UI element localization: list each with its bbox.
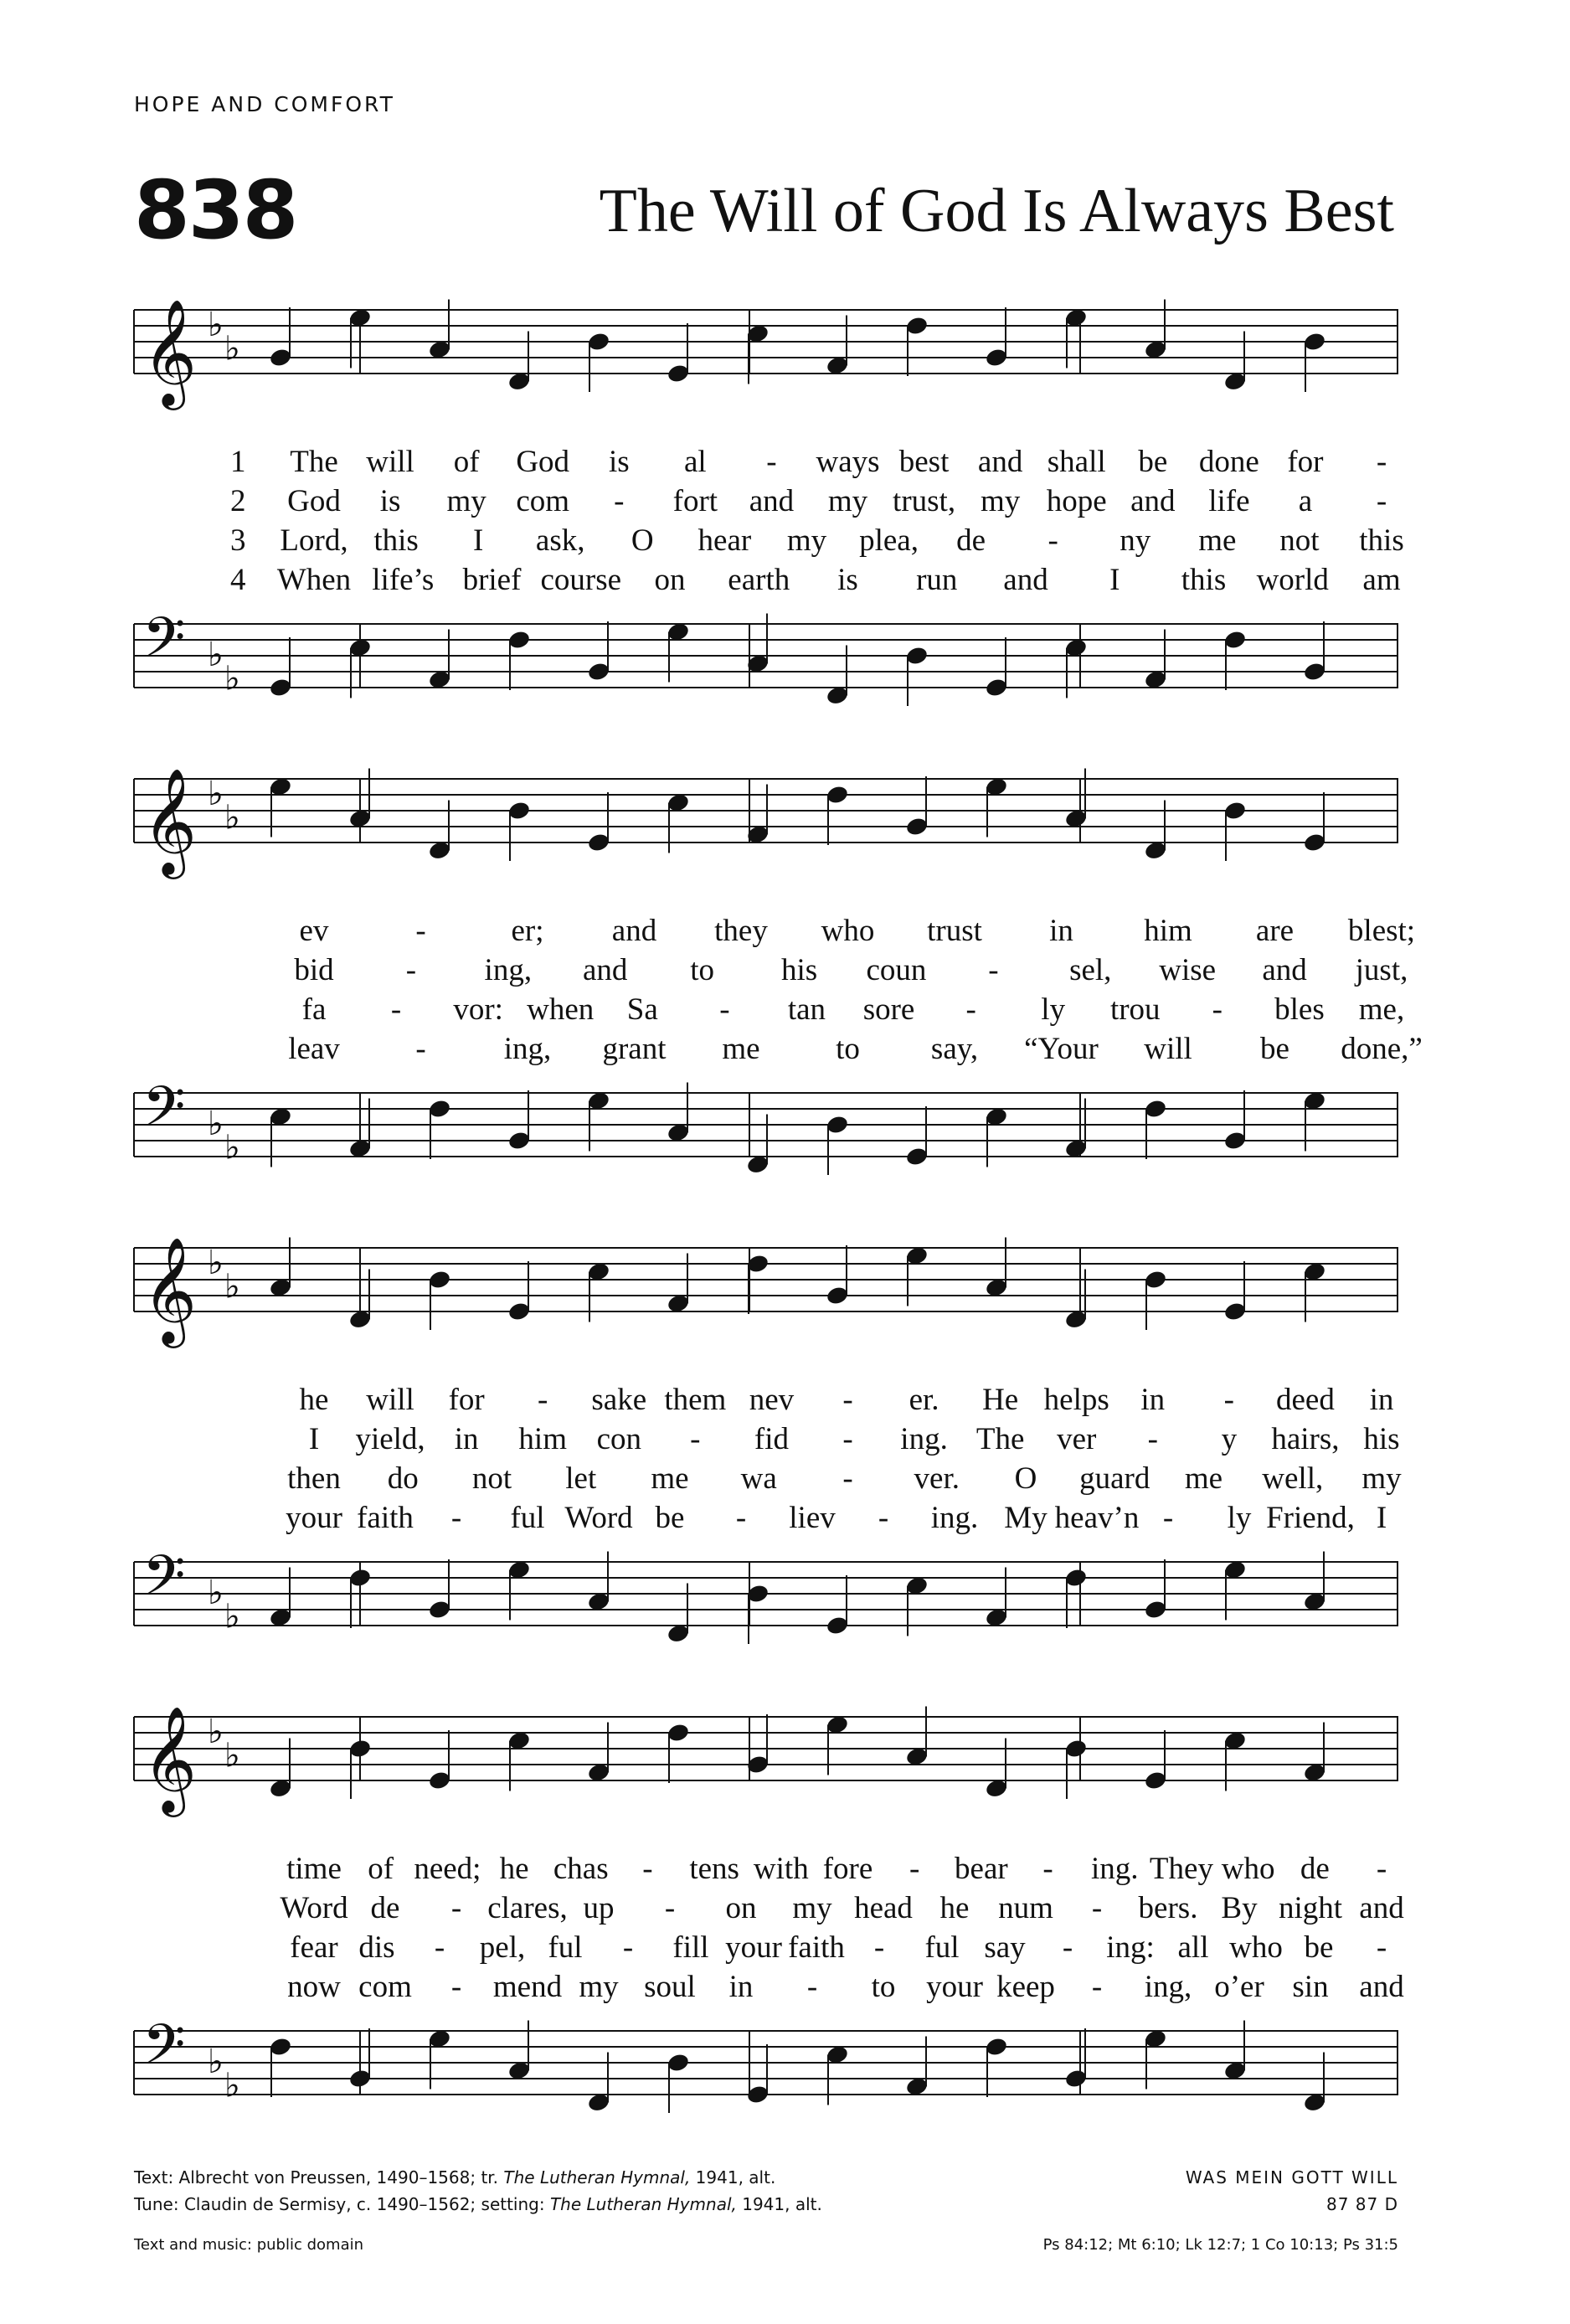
lyric-syllable: de [956,523,986,558]
lyric-syllable: who [1221,1852,1275,1886]
lyric-syllable: pel, [479,1930,526,1965]
lyric-syllable: this [373,523,419,558]
lyric-syllable: When [276,563,352,597]
lyric-syllable: up [583,1891,615,1925]
lyric-syllable: ing, [1144,1970,1192,2004]
text-credit: Text: Albrecht von Preussen, 1490–1568; tr. The Lutheran Hymnal, 1941, alt. [134,2167,776,2187]
lyric-syllable: liev [789,1501,836,1535]
lyric-syllable: are [1255,914,1295,948]
lyric-syllable: er; [511,914,544,948]
lyric-syllable: they [714,914,768,948]
treble-clef-icon: 𝄞 [142,767,198,874]
lyric-syllable: and [1359,1891,1404,1925]
flat-sign-icon: ♭ [224,798,240,837]
lyric-syllable: sel, [1069,953,1112,987]
verse-line [134,1031,1423,1069]
flat-sign-icon: ♭ [224,1267,240,1306]
lyric-syllable: them [664,1383,727,1417]
lyric-syllable: sore [862,992,915,1027]
bass-clef-icon: 𝄢 [142,605,186,683]
lyric-syllable: I [472,523,484,558]
lyric-syllable: - [842,1461,853,1496]
lyric-syllable: ing, [484,953,533,987]
treble-clef-icon: 𝄞 [142,1236,198,1343]
lyric-syllable: need; [414,1852,481,1886]
bass-staff-2 [134,1068,1398,1193]
lyric-syllable: is [608,445,630,479]
lyric-syllable: is [379,484,401,518]
lyric-syllable: and [611,914,657,948]
lyric-syllable: blest; [1347,914,1416,948]
verse-number: 2 [230,484,246,518]
lyric-syllable: I [1109,563,1120,597]
lyric-syllable: hear [697,523,752,558]
verse-line [134,1461,1402,1499]
lyric-syllable: is [837,563,858,597]
lyric-syllable: Word [280,1891,348,1925]
lyric-syllable: with [753,1852,809,1886]
lyric-syllable: tan [787,992,826,1027]
lyric-syllable: a [1298,484,1313,518]
flat-sign-icon: ♭ [208,1244,224,1282]
flat-sign-icon: ♭ [224,1597,240,1636]
lyric-syllable: his [780,953,818,987]
lyric-syllable: now [287,1970,341,2004]
verse-line [134,444,1398,482]
lyric-syllable: me, [1358,992,1405,1027]
verse-line [134,952,1408,991]
flat-sign-icon: ♭ [208,1574,224,1612]
verse-line [134,1421,1398,1460]
lyric-syllable: ful [510,1501,545,1535]
lyric-syllable: run [916,563,958,597]
lyric-syllable: he [939,1891,970,1925]
lyric-syllable: for [1287,445,1324,479]
flat-sign-icon: ♭ [208,1105,224,1143]
lyric-syllable: - [450,1501,462,1535]
lyric-syllable: Sa [626,992,658,1027]
lyric-syllable: - [690,1422,701,1456]
lyric-syllable: and [1359,1970,1404,2004]
lyric-syllable: com [358,1970,412,2004]
lyric-syllable: - [434,1930,445,1965]
lyric-syllable: be [1304,1930,1334,1965]
lyric-syllable: in [454,1422,479,1456]
verse-number: 1 [230,445,246,479]
lyric-syllable: - [1376,1930,1387,1965]
bass-staff-4 [134,2006,1398,2131]
lyric-syllable: say, [930,1032,979,1066]
lyric-syllable: will [366,445,414,479]
lyric-syllable: am [1362,563,1401,597]
verse-line [134,1500,1398,1538]
lyric-syllable: in [1049,914,1073,948]
lyric-syllable: fa [301,992,327,1027]
lyric-syllable: my [446,484,486,518]
lyric-syllable: con [596,1422,641,1456]
lyric-syllable: to [871,1970,896,2004]
lyric-syllable: - [1042,1852,1053,1886]
lyric-syllable: faith [788,1930,845,1965]
lyric-syllable: - [1091,1970,1103,2004]
lyric-syllable: - [1048,523,1058,558]
lyric-syllable: - [878,1501,889,1535]
lyric-syllable: will [1144,1032,1192,1066]
flat-sign-icon: ♭ [208,306,224,344]
lyric-syllable: trou [1109,992,1161,1027]
lyric-syllable: and [1130,484,1176,518]
lyric-syllable: al [683,445,707,479]
lyric-syllable: my [792,1891,832,1925]
hymn-title: The Will of God Is Always Best [599,177,1394,245]
lyric-syllable: - [642,1852,653,1886]
lyric-syllable: trust, [893,484,956,518]
lyric-syllable: - [415,914,426,948]
lyric-syllable: - [842,1383,853,1417]
lyric-syllable: o’er [1214,1970,1264,2004]
lyric-syllable: done,” [1341,1032,1423,1066]
lyric-syllable: fid [754,1422,789,1456]
lyric-syllable: - [450,1970,462,2004]
lyric-syllable: on [725,1891,757,1925]
lyric-syllable: and [749,484,795,518]
lyric-syllable: who [821,914,875,948]
lyric-syllable: in [1369,1383,1394,1417]
lyric-syllable: fill [672,1930,709,1965]
lyric-syllable: keep [996,1970,1055,2004]
lyric-syllable: life [1208,484,1250,518]
lyric-syllable: - [1147,1422,1158,1456]
lyric-syllable: God [287,484,341,518]
lyric-syllable: vor: [453,992,503,1027]
lyric-syllable: soul [644,1970,696,2004]
lyric-syllable: fort [672,484,718,518]
lyric-syllable: ing. [900,1422,948,1456]
section-label: HOPE AND COMFORT [134,92,395,116]
lyric-syllable: all [1177,1930,1209,1965]
lyric-syllable: your [725,1930,782,1965]
bass-staff-1 [134,599,1398,724]
lyric-syllable: y [1221,1422,1238,1456]
lyric-syllable: - [909,1852,920,1886]
lyric-syllable: him [518,1422,567,1456]
flat-sign-icon: ♭ [208,775,224,813]
lyric-syllable: I [308,1422,320,1456]
lyric-syllable: this [1359,523,1404,558]
lyric-syllable: - [1062,1930,1073,1965]
lyric-syllable: my [981,484,1021,518]
lyric-syllable: My [1004,1501,1048,1535]
lyric-syllable: chas [553,1852,609,1886]
lyric-syllable: earth [728,563,790,597]
lyric-syllable: then [287,1461,341,1496]
verse-line [134,913,1416,951]
verse-line [134,562,1401,600]
tune-credit: Tune: Claudin de Sermisy, c. 1490–1562; setting: The Lutheran Hymnal, 1941, alt. [134,2194,822,2214]
lyric-syllable: - [622,1930,634,1965]
lyric-syllable: done [1198,445,1259,479]
flat-sign-icon: ♭ [208,1713,224,1751]
lyric-syllable: - [1376,445,1387,479]
lyric-syllable: ways [816,445,880,479]
lyric-syllable: tens [689,1852,739,1886]
lyric-syllable: guard [1079,1461,1150,1496]
lyric-syllable: and [583,953,628,987]
lyric-syllable: com [516,484,570,518]
lyric-syllable: when [527,992,595,1027]
lyric-syllable: ing, [503,1032,552,1066]
verse-line [134,1930,1398,1968]
lyric-syllable: faith [357,1501,414,1535]
lyric-syllable: be [655,1501,685,1535]
lyric-syllable: - [988,953,999,987]
lyric-syllable: and [1003,563,1048,597]
lyric-syllable: will [366,1383,414,1417]
treble-staff-1 [134,285,1398,410]
lyric-syllable: - [1223,1383,1235,1417]
lyric-syllable: - [405,953,417,987]
verse-number: 3 [230,523,246,558]
lyric-syllable: The [975,1422,1025,1456]
lyric-syllable: ly [1041,992,1066,1027]
verse-line [134,483,1398,522]
lyric-syllable: time [286,1852,342,1886]
lyric-syllable: “Your [1024,1032,1099,1066]
lyric-syllable: not [1279,523,1320,558]
lyric-syllable: shall [1047,445,1106,479]
lyric-syllable: - [766,445,777,479]
lyric-syllable: ny [1120,523,1151,558]
lyric-syllable: de [370,1891,400,1925]
lyric-syllable: num [998,1891,1053,1925]
flat-sign-icon: ♭ [224,1736,240,1775]
treble-clef-icon: 𝄞 [142,1705,198,1812]
lyric-syllable: ver [1057,1422,1097,1456]
lyric-syllable: me [1198,523,1237,558]
lyric-syllable: ing. [1090,1852,1139,1886]
lyric-syllable: do [387,1461,419,1496]
lyric-syllable: They [1149,1852,1213,1886]
lyric-syllable: my [579,1970,619,2004]
lyric-syllable: heav’n [1054,1501,1140,1535]
lyric-syllable: - [1212,992,1223,1027]
lyric-syllable: who [1229,1930,1283,1965]
lyric-syllable: to [836,1032,860,1066]
treble-staff-4 [134,1692,1398,1817]
lyric-syllable: for [448,1383,485,1417]
lyric-syllable: plea, [859,523,919,558]
lyric-syllable: him [1144,914,1192,948]
lyric-syllable: ful [548,1930,583,1965]
lyric-syllable: - [415,1032,426,1066]
lyric-syllable: to [690,953,715,987]
bass-clef-icon: 𝄢 [142,2012,186,2090]
lyric-syllable: Friend, [1266,1501,1355,1535]
lyric-syllable: de [1300,1852,1330,1886]
lyric-syllable: ev [299,914,329,948]
lyric-syllable: me [651,1461,689,1496]
lyric-syllable: my [786,523,827,558]
lyric-syllable: - [719,992,730,1027]
lyric-syllable: - [842,1422,853,1456]
hymn-number: 838 [134,163,297,257]
lyric-syllable: - [1162,1501,1174,1535]
lyric-syllable: helps [1043,1383,1109,1417]
lyric-syllable: brief [462,563,522,597]
lyric-syllable: - [614,484,625,518]
treble-clef-icon: 𝄞 [142,298,198,405]
lyric-syllable: deed [1275,1383,1335,1417]
lyric-syllable: - [735,1501,747,1535]
lyric-syllable: not [471,1461,512,1496]
lyric-syllable: ver. [914,1461,960,1496]
verse-line [134,1969,1404,2007]
lyric-syllable: - [538,1383,548,1417]
treble-staff-3 [134,1223,1398,1348]
lyric-syllable: well, [1262,1461,1324,1496]
lyric-syllable: he [299,1383,329,1417]
lyric-syllable: life’s [372,563,435,597]
lyric-syllable: - [1376,484,1387,518]
lyric-syllable: on [654,563,686,597]
tune-name: WAS MEIN GOTT WILL [1185,2167,1398,2187]
lyric-syllable: let [565,1461,597,1496]
verse-line [134,523,1404,561]
lyric-syllable: dis [358,1930,395,1965]
lyric-syllable: in [1140,1383,1166,1417]
lyric-syllable: - [664,1891,676,1925]
lyric-syllable: your [926,1970,983,2004]
flat-sign-icon: ♭ [224,329,240,368]
verse-line [134,1851,1398,1889]
lyric-syllable: world [1256,563,1329,597]
lyric-syllable: Lord, [280,523,348,558]
lyric-syllable: leav [288,1032,340,1066]
lyric-syllable: ask, [535,523,585,558]
lyric-syllable: O [631,523,654,558]
lyric-syllable: course [540,563,622,597]
lyric-syllable: The [290,445,338,479]
lyric-syllable: coun [866,953,927,987]
lyric-syllable: By [1221,1891,1258,1925]
lyric-syllable: bid [294,953,334,987]
lyric-syllable: - [390,992,402,1027]
lyric-syllable: ing. [930,1501,979,1535]
lyric-syllable: bers. [1138,1891,1198,1925]
flat-sign-icon: ♭ [224,659,240,698]
lyric-syllable: this [1181,563,1227,597]
lyric-syllable: He [982,1383,1019,1417]
lyric-syllable: be [1260,1032,1289,1066]
lyric-syllable: wise [1159,953,1217,987]
lyric-syllable: nev [749,1383,795,1417]
lyric-syllable: sake [591,1383,647,1417]
treble-staff-2 [134,754,1398,879]
lyric-syllable: - [1376,1852,1387,1886]
lyric-syllable: me [1184,1461,1223,1496]
bass-clef-icon: 𝄢 [142,1074,186,1152]
flat-sign-icon: ♭ [208,2043,224,2081]
verse-number: 4 [230,563,246,597]
flat-sign-icon: ♭ [208,636,224,674]
lyric-syllable: hairs, [1271,1422,1340,1456]
lyric-syllable: your [286,1501,342,1535]
lyric-syllable: be [1138,445,1168,479]
lyric-syllable: - [965,992,976,1027]
verse-line [134,1890,1404,1929]
lyric-syllable: - [873,1930,885,1965]
lyric-syllable: and [1262,953,1307,987]
lyric-syllable: clares, [487,1891,568,1925]
lyric-syllable: ing: [1106,1930,1155,1965]
verse-line [134,1382,1398,1420]
lyric-syllable: his [1363,1422,1400,1456]
verse-line [134,992,1405,1030]
bass-staff-3 [134,1537,1398,1662]
lyric-syllable: ly [1227,1501,1252,1535]
lyric-syllable: - [450,1891,462,1925]
lyric-syllable: yield, [355,1422,425,1456]
meter: 87 87 D [1325,2194,1398,2214]
lyric-syllable: head [854,1891,913,1925]
lyric-syllable: ful [924,1930,960,1965]
lyric-syllable: Word [564,1501,633,1535]
bass-clef-icon: 𝄢 [142,1543,186,1621]
lyric-syllable: best [898,445,950,479]
lyric-syllable: wa [740,1461,777,1496]
lyric-syllable: bear [955,1852,1008,1886]
lyric-syllable: - [806,1970,818,2004]
lyric-syllable: I [1376,1501,1387,1535]
lyric-syllable: of [453,445,480,479]
lyric-syllable: fore [822,1852,873,1886]
lyric-syllable: say [984,1930,1026,1965]
copyright-notice: Text and music: public domain [134,2236,364,2254]
lyric-syllable: hope [1046,484,1107,518]
lyric-syllable: - [1091,1891,1103,1925]
lyric-syllable: my [1362,1461,1402,1496]
lyric-syllable: fear [290,1930,338,1965]
lyric-syllable: God [516,445,570,479]
lyric-syllable: my [827,484,868,518]
lyric-syllable: sin [1292,1970,1329,2004]
lyric-syllable: in [728,1970,754,2004]
lyric-syllable: night [1278,1891,1343,1925]
lyric-syllable: grant [602,1032,667,1066]
lyric-syllable: er. [909,1383,939,1417]
lyric-syllable: O [1014,1461,1037,1496]
flat-sign-icon: ♭ [224,1128,240,1167]
lyric-syllable: me [722,1032,760,1066]
lyric-syllable: and [977,445,1023,479]
lyric-syllable: of [368,1852,394,1886]
lyric-syllable: just, [1355,953,1408,987]
lyric-syllable: bles [1274,992,1325,1027]
lyric-syllable: mend [492,1970,563,2004]
lyric-syllable: he [499,1852,529,1886]
lyric-syllable: trust [927,914,982,948]
flat-sign-icon: ♭ [224,2066,240,2105]
scripture-references: Ps 84:12; Mt 6:10; Lk 12:7; 1 Co 10:13; Ps 31:5 [1042,2236,1398,2254]
